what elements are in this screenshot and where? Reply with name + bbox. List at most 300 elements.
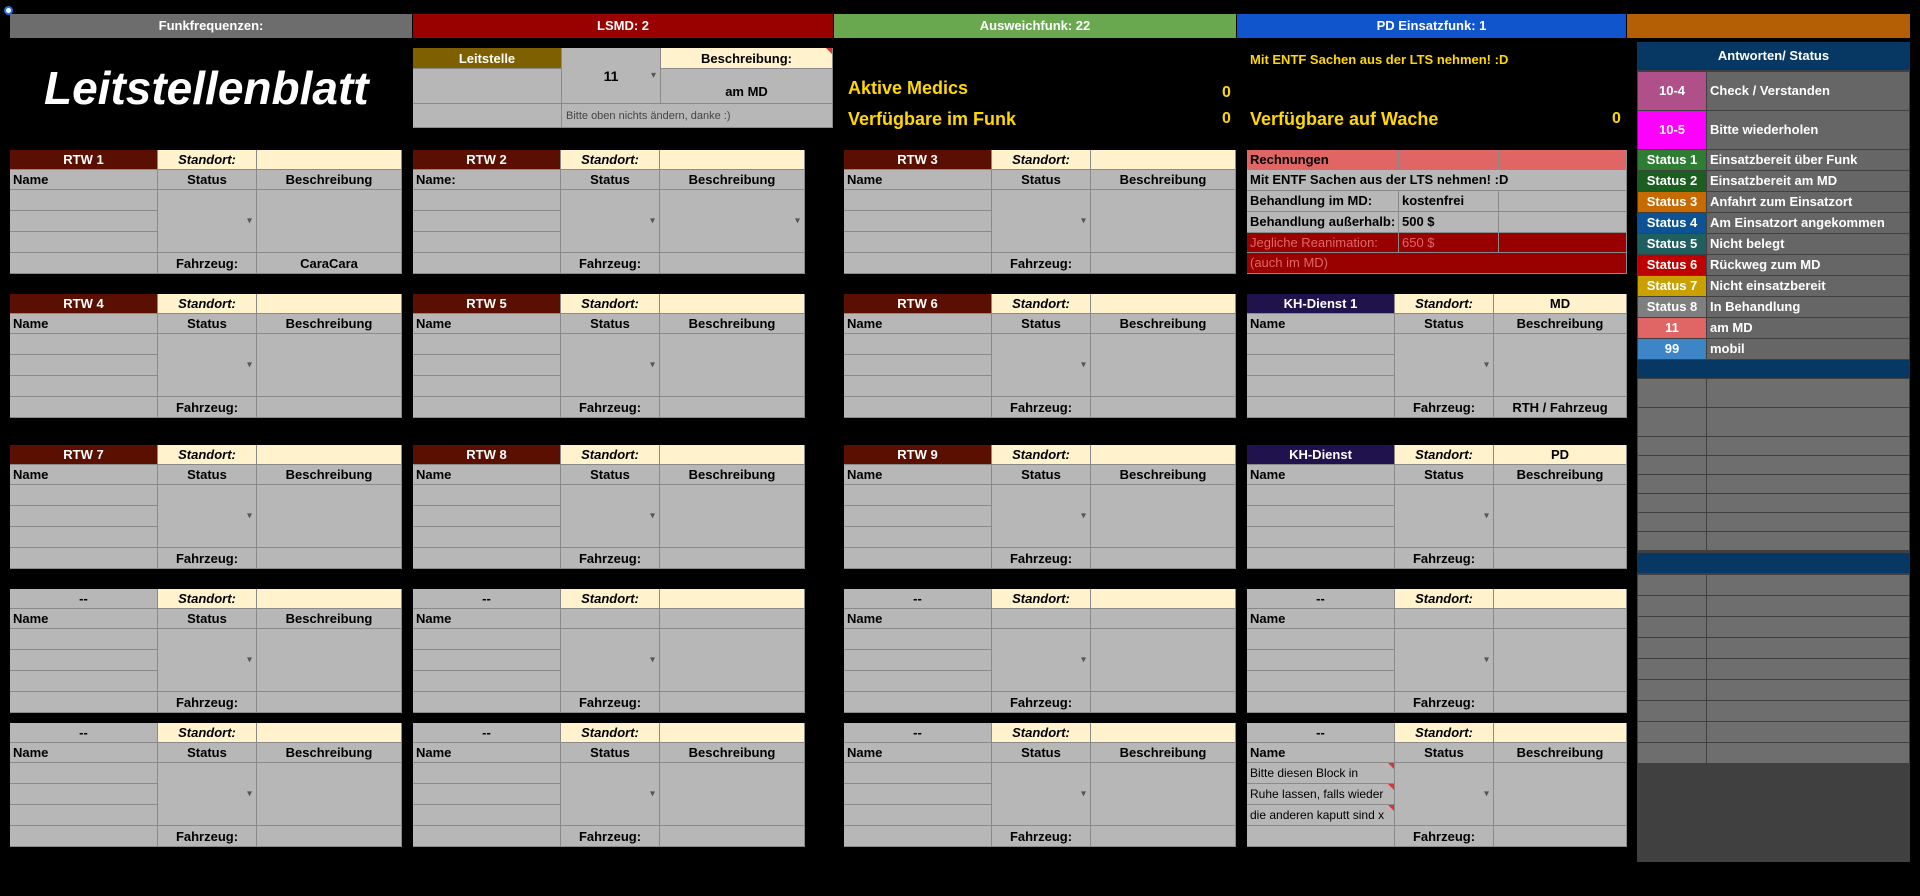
header-orange-block [1627, 14, 1910, 38]
name-cell[interactable] [10, 485, 158, 506]
standort-label: Standort: [992, 589, 1091, 609]
name-header: Name [413, 743, 561, 763]
beschreibung-header [1091, 609, 1236, 629]
status-dropdown[interactable] [992, 629, 1091, 692]
name-cell[interactable] [413, 650, 561, 671]
status-text: Anfahrt zum Einsatzort [1707, 192, 1909, 212]
beschreibung-header: Beschreibung [1494, 743, 1627, 763]
fahrzeug-label: Fahrzeug: [992, 692, 1091, 713]
name-header: Name [10, 170, 158, 190]
fahrzeug-label: Fahrzeug: [561, 397, 660, 418]
status-empty-cell[interactable] [1707, 513, 1909, 531]
status-empty-cell[interactable] [1707, 659, 1909, 679]
unit-block-0-2 [844, 150, 1236, 274]
name-cell[interactable] [844, 506, 992, 527]
name-cell[interactable] [1247, 355, 1395, 376]
fahrzeug-value[interactable] [1091, 692, 1236, 713]
leitstelle-beschreibung-value[interactable]: am MD [661, 69, 833, 104]
beschreibung-header: Beschreibung [257, 314, 402, 334]
fahrzeug-label: Fahrzeug: [561, 253, 660, 274]
status-empty-cell[interactable] [1638, 513, 1706, 531]
status-header: Status [158, 170, 257, 190]
fahrzeug-value[interactable] [660, 253, 805, 274]
standort-label: Standort: [1395, 723, 1494, 743]
standort-value[interactable] [660, 589, 805, 609]
fahrzeug-label: Fahrzeug: [158, 253, 257, 274]
name-cell[interactable] [10, 629, 158, 650]
beschreibung-header: Beschreibung [660, 743, 805, 763]
empty-cell [413, 692, 561, 713]
status-dropdown[interactable] [992, 190, 1091, 253]
name-header: Name [844, 170, 992, 190]
status-empty-cell[interactable] [1638, 379, 1706, 407]
name-cell[interactable] [413, 629, 561, 650]
status-dropdown[interactable] [561, 763, 660, 826]
name-header: Name: [413, 170, 561, 190]
fahrzeug-label: Fahrzeug: [992, 826, 1091, 847]
name-cell[interactable] [10, 506, 158, 527]
beschreibung-header: Beschreibung [1091, 170, 1236, 190]
standort-value[interactable] [1494, 723, 1627, 743]
standort-value[interactable] [1091, 445, 1236, 465]
status-empty-cell[interactable] [1638, 638, 1706, 658]
status-empty-cell[interactable] [1638, 575, 1706, 595]
beschreibung-header: Beschreibung [1091, 743, 1236, 763]
name-cell[interactable]: die anderen kaputt sind x [1247, 805, 1395, 826]
page-title: Leitstellenblatt [44, 62, 369, 114]
empty-cell [413, 826, 561, 847]
status-empty-cell[interactable] [1638, 494, 1706, 512]
status-empty-cell[interactable] [1707, 494, 1909, 512]
fahrzeug-value[interactable] [660, 826, 805, 847]
empty-cell [844, 253, 992, 274]
status-dropdown[interactable] [992, 485, 1091, 548]
status-empty-cell[interactable] [1638, 722, 1706, 742]
name-header: Name [10, 743, 158, 763]
name-cell[interactable] [413, 763, 561, 784]
standort-value[interactable] [257, 723, 402, 743]
fahrzeug-value[interactable] [1091, 826, 1236, 847]
leitstelle-note: Bitte oben nichts ändern, danke :) [562, 104, 833, 128]
status-empty-cell[interactable] [1638, 617, 1706, 637]
name-cell[interactable] [844, 334, 992, 355]
name-cell[interactable] [844, 784, 992, 805]
status-empty-cell[interactable] [1638, 456, 1706, 474]
standort-label: Standort: [1395, 294, 1494, 314]
name-header: Name [413, 314, 561, 334]
status-text: am MD [1707, 318, 1909, 338]
standort-value[interactable] [257, 589, 402, 609]
fahrzeug-value[interactable]: CaraCara [257, 253, 402, 274]
name-cell[interactable] [413, 376, 561, 397]
fahrzeug-value[interactable] [1091, 397, 1236, 418]
standort-value[interactable]: MD [1494, 294, 1627, 314]
status-header: Status [561, 170, 660, 190]
beschreibung-cell[interactable] [257, 190, 402, 253]
standort-value[interactable] [257, 445, 402, 465]
header-ausweichfunk: Ausweichfunk: 22 [834, 14, 1236, 38]
unit-block-1-2 [844, 294, 1236, 418]
name-cell[interactable] [1247, 376, 1395, 397]
status-code: Status 4 [1638, 213, 1706, 233]
empty-cell [1247, 548, 1395, 569]
fahrzeug-value[interactable] [1494, 548, 1627, 569]
status-code: 11 [1638, 318, 1706, 338]
beschreibung-cell[interactable] [1494, 763, 1627, 826]
status-text: Am Einsatzort angekommen [1707, 213, 1909, 233]
standort-value[interactable] [660, 723, 805, 743]
status-dropdown[interactable] [561, 485, 660, 548]
name-cell[interactable] [844, 650, 992, 671]
name-cell[interactable]: Bitte diesen Block in [1247, 763, 1395, 784]
status-code: 10-4 [1638, 72, 1706, 110]
name-header: Name [10, 609, 158, 629]
beschreibung-header: Beschreibung [1091, 465, 1236, 485]
standort-label: Standort: [1395, 445, 1494, 465]
name-cell[interactable] [1247, 650, 1395, 671]
unit-title: RTW 5 [413, 294, 561, 314]
status-empty-cell[interactable] [1707, 722, 1909, 742]
leitstelle-label: Leitstelle [413, 48, 562, 69]
fahrzeug-value[interactable] [1494, 826, 1627, 847]
status-empty-cell[interactable] [1707, 437, 1909, 455]
beschreibung-header: Beschreibung [660, 314, 805, 334]
name-cell[interactable] [413, 506, 561, 527]
status-empty-cell[interactable] [1707, 532, 1909, 550]
status-header: Status [561, 314, 660, 334]
standort-label: Standort: [158, 445, 257, 465]
status-dropdown[interactable] [992, 334, 1091, 397]
empty-cell [844, 692, 992, 713]
unit-block-3-2 [844, 589, 1236, 713]
name-cell[interactable] [844, 671, 992, 692]
standort-label: Standort: [992, 723, 1091, 743]
reanimation-value: 650 $ [1399, 233, 1499, 253]
leitstelle-cell[interactable] [413, 69, 562, 104]
status-empty-cell[interactable] [1707, 701, 1909, 721]
fahrzeug-value[interactable] [257, 397, 402, 418]
beschreibung-header: Beschreibung [660, 465, 805, 485]
name-cell[interactable] [10, 232, 158, 253]
standort-label: Standort: [561, 445, 660, 465]
status-panel-title: Antworten/ Status [1637, 42, 1910, 70]
status-text: Einsatzbereit am MD [1707, 171, 1909, 191]
name-cell[interactable] [10, 376, 158, 397]
status-header: Status [158, 465, 257, 485]
leitstelle-block [413, 48, 833, 132]
beschreibung-cell[interactable] [1494, 629, 1627, 692]
name-cell[interactable] [844, 805, 992, 826]
name-cell[interactable] [1247, 485, 1395, 506]
beschreibung-cell[interactable] [257, 629, 402, 692]
name-cell[interactable] [413, 211, 561, 232]
fahrzeug-value[interactable] [1091, 548, 1236, 569]
selection-handle[interactable] [4, 6, 13, 15]
fahrzeug-value[interactable] [1494, 692, 1627, 713]
name-cell[interactable] [413, 355, 561, 376]
status-header: Status [992, 743, 1091, 763]
status-header: Status [992, 465, 1091, 485]
fahrzeug-value[interactable] [257, 548, 402, 569]
unit-block-4-0 [10, 723, 402, 847]
fahrzeug-label: Fahrzeug: [561, 692, 660, 713]
fahrzeug-value[interactable] [660, 548, 805, 569]
name-cell[interactable] [1247, 671, 1395, 692]
aktive-medics-value: 0 [1222, 84, 1231, 101]
fahrzeug-value[interactable] [257, 826, 402, 847]
beschreibung-cell[interactable] [1494, 485, 1627, 548]
beschreibung-cell[interactable] [660, 190, 805, 253]
beschreibung-header: Beschreibung [257, 465, 402, 485]
fahrzeug-label: Fahrzeug: [1395, 397, 1494, 418]
name-cell[interactable] [10, 190, 158, 211]
status-empty-cell[interactable] [1638, 659, 1706, 679]
leitstelle-number-dropdown[interactable]: 11 ▾ [562, 48, 661, 104]
name-cell[interactable] [413, 334, 561, 355]
status-empty-cell[interactable] [1638, 408, 1706, 436]
status-panel-divider [1637, 360, 1910, 378]
name-cell[interactable] [844, 527, 992, 548]
unit-title: RTW 1 [10, 150, 158, 170]
standort-label: Standort: [158, 294, 257, 314]
status-header: Status [158, 743, 257, 763]
name-cell[interactable] [10, 671, 158, 692]
standort-value[interactable] [660, 445, 805, 465]
empty-cell [1247, 692, 1395, 713]
unit-block-3-3 [1247, 589, 1627, 713]
standort-value[interactable] [257, 150, 402, 170]
name-cell[interactable] [1247, 334, 1395, 355]
unit-block-1-0 [10, 294, 402, 418]
unit-title: -- [10, 723, 158, 743]
name-cell[interactable] [844, 355, 992, 376]
status-empty-cell[interactable] [1707, 638, 1909, 658]
beschreibung-cell[interactable] [660, 485, 805, 548]
status-dropdown[interactable] [1395, 334, 1494, 397]
beschreibung-cell[interactable] [1091, 334, 1236, 397]
status-code: 99 [1638, 339, 1706, 359]
name-cell[interactable] [10, 763, 158, 784]
name-cell[interactable] [413, 190, 561, 211]
behandlung-ausserhalb-label: Behandlung außerhalb: [1247, 212, 1399, 233]
status-header: Status [561, 743, 660, 763]
name-cell[interactable] [10, 355, 158, 376]
name-cell[interactable] [413, 671, 561, 692]
unit-block-3-1 [413, 589, 805, 713]
status-empty-cell[interactable] [1707, 575, 1909, 595]
beschreibung-cell[interactable] [1091, 485, 1236, 548]
status-text: Rückweg zum MD [1707, 255, 1909, 275]
unit-title: -- [844, 723, 992, 743]
name-cell[interactable] [10, 211, 158, 232]
rechnungen-cell [1499, 150, 1627, 170]
unit-title: RTW 6 [844, 294, 992, 314]
rechnungen-title: Rechnungen [1247, 150, 1399, 170]
beschreibung-header [1494, 609, 1627, 629]
behandlung-md-value: kostenfrei [1399, 191, 1499, 212]
name-cell[interactable] [844, 485, 992, 506]
name-cell[interactable] [10, 334, 158, 355]
status-empty-cell[interactable] [1638, 701, 1706, 721]
rechnungen-cell [1499, 191, 1627, 212]
name-cell[interactable]: Ruhe lassen, falls wieder [1247, 784, 1395, 805]
beschreibung-cell[interactable] [660, 334, 805, 397]
unit-title: RTW 2 [413, 150, 561, 170]
rechnungen-cell [1499, 212, 1627, 233]
status-dropdown[interactable] [561, 190, 660, 253]
standort-value[interactable] [1494, 589, 1627, 609]
behandlung-ausserhalb-value: 500 $ [1399, 212, 1499, 233]
standort-value[interactable] [1091, 589, 1236, 609]
status-empty-cell[interactable] [1707, 743, 1909, 763]
beschreibung-cell[interactable] [257, 334, 402, 397]
status-empty-cell[interactable] [1707, 408, 1909, 436]
name-cell[interactable] [844, 190, 992, 211]
name-cell[interactable] [413, 784, 561, 805]
status-empty-cell[interactable] [1707, 596, 1909, 616]
fahrzeug-value[interactable] [1091, 253, 1236, 274]
name-cell[interactable] [844, 763, 992, 784]
beschreibung-cell[interactable] [1091, 629, 1236, 692]
standort-label: Standort: [992, 150, 1091, 170]
status-header: Status [992, 170, 1091, 190]
empty-cell [413, 397, 561, 418]
name-cell[interactable] [1247, 629, 1395, 650]
status-empty-cell[interactable] [1638, 437, 1706, 455]
empty-cell [10, 692, 158, 713]
fahrzeug-value[interactable] [257, 692, 402, 713]
name-header: Name [844, 609, 992, 629]
beschreibung-header: Beschreibung [257, 170, 402, 190]
name-cell[interactable] [1247, 527, 1395, 548]
fahrzeug-label: Fahrzeug: [1395, 826, 1494, 847]
name-cell[interactable] [844, 376, 992, 397]
standort-label: Standort: [992, 294, 1091, 314]
status-text: Einsatzbereit über Funk [1707, 150, 1909, 170]
status-dropdown[interactable] [158, 190, 257, 253]
status-empty-cell[interactable] [1707, 680, 1909, 700]
empty-cell [413, 548, 561, 569]
status-empty-cell[interactable] [1638, 680, 1706, 700]
beschreibung-header: Beschreibung [660, 170, 805, 190]
status-code: Status 3 [1638, 192, 1706, 212]
name-cell[interactable] [413, 485, 561, 506]
beschreibung-header: Beschreibung [1091, 314, 1236, 334]
fahrzeug-value[interactable]: RTH / Fahrzeug [1494, 397, 1627, 418]
unit-title: RTW 8 [413, 445, 561, 465]
name-header: Name [413, 609, 561, 629]
name-cell[interactable] [10, 650, 158, 671]
name-cell[interactable] [844, 232, 992, 253]
fahrzeug-value[interactable] [660, 397, 805, 418]
standort-value[interactable] [1091, 294, 1236, 314]
unit-title: RTW 7 [10, 445, 158, 465]
status-dropdown[interactable] [158, 763, 257, 826]
beschreibung-cell[interactable] [1091, 763, 1236, 826]
fahrzeug-label: Fahrzeug: [1395, 548, 1494, 569]
status-text: Bitte wiederholen [1707, 111, 1909, 149]
name-cell[interactable] [1247, 506, 1395, 527]
verfuegbare-funk-value: 0 [1222, 110, 1231, 127]
verfuegbare-wache-value: 0 [1612, 110, 1621, 127]
status-empty-cell[interactable] [1707, 617, 1909, 637]
status-empty-cell[interactable] [1638, 532, 1706, 550]
name-cell[interactable] [413, 805, 561, 826]
beschreibung-cell[interactable] [1091, 190, 1236, 253]
fahrzeug-label: Fahrzeug: [158, 692, 257, 713]
name-cell[interactable] [413, 527, 561, 548]
name-cell[interactable] [10, 784, 158, 805]
status-dropdown[interactable] [1395, 485, 1494, 548]
beschreibung-header: Beschreibung [257, 609, 402, 629]
status-header: Status [561, 465, 660, 485]
status-dropdown[interactable] [1395, 629, 1494, 692]
status-empty-cell[interactable] [1707, 379, 1909, 407]
status-dropdown[interactable] [561, 334, 660, 397]
unit-block-4-1 [413, 723, 805, 847]
unit-title: -- [413, 723, 561, 743]
aktive-medics-label: Aktive Medics [848, 78, 969, 98]
status-dropdown[interactable] [561, 629, 660, 692]
name-cell[interactable] [844, 211, 992, 232]
status-empty-cell[interactable] [1638, 743, 1706, 763]
beschreibung-cell[interactable] [660, 629, 805, 692]
standort-value[interactable] [1091, 150, 1236, 170]
status-empty-cell[interactable] [1707, 456, 1909, 474]
status-dropdown[interactable] [992, 763, 1091, 826]
beschreibung-cell[interactable] [257, 763, 402, 826]
name-header: Name [10, 314, 158, 334]
unit-title: -- [10, 589, 158, 609]
unit-block-2-1 [413, 445, 805, 569]
status-empty-cell[interactable] [1638, 596, 1706, 616]
empty-cell [1247, 826, 1395, 847]
standort-label: Standort: [992, 445, 1091, 465]
name-cell[interactable] [10, 805, 158, 826]
beschreibung-cell[interactable] [1494, 334, 1627, 397]
beschreibung-cell[interactable] [660, 763, 805, 826]
fahrzeug-label: Fahrzeug: [561, 826, 660, 847]
status-dropdown[interactable] [158, 485, 257, 548]
fahrzeug-value[interactable] [660, 692, 805, 713]
verfuegbare-funk-label: Verfügbare im Funk [848, 109, 1017, 129]
name-cell[interactable] [413, 232, 561, 253]
standort-value[interactable] [1091, 723, 1236, 743]
standort-value[interactable] [660, 150, 805, 170]
status-dropdown[interactable] [158, 629, 257, 692]
standort-value[interactable] [660, 294, 805, 314]
status-empty-cell[interactable] [1638, 475, 1706, 493]
status-empty-cell[interactable] [1707, 475, 1909, 493]
leitstelle-empty-cell[interactable] [413, 104, 562, 128]
unit-block-3-0 [10, 589, 402, 713]
status-header: Status [992, 314, 1091, 334]
beschreibung-cell[interactable] [257, 485, 402, 548]
unit-title: -- [1247, 589, 1395, 609]
status-dropdown[interactable] [158, 334, 257, 397]
standort-label: Standort: [158, 150, 257, 170]
name-cell[interactable] [10, 527, 158, 548]
status-dropdown[interactable] [1395, 763, 1494, 826]
name-header: Name [1247, 743, 1395, 763]
empty-cell [10, 253, 158, 274]
empty-cell [844, 397, 992, 418]
name-cell[interactable] [844, 629, 992, 650]
leitstelle-beschreibung-label: Beschreibung: [661, 48, 833, 69]
standort-value[interactable]: PD [1494, 445, 1627, 465]
status-header: Status [1395, 465, 1494, 485]
standort-value[interactable] [257, 294, 402, 314]
